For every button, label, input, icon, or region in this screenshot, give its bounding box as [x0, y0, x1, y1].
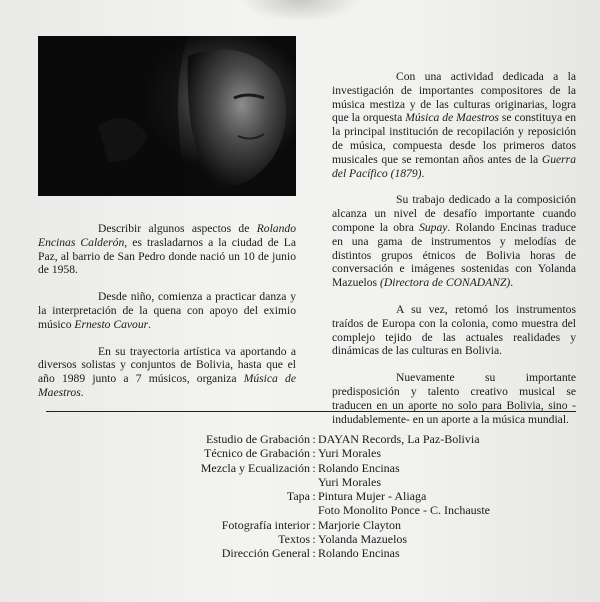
- bio-paragraph-birth: Describir algunos aspectos de Rolando Encinas Calderón, es trasladarnos a la ciudad de La Paz, al barrio de San Pedro donde nació un 10 de junio de 1958.: [38, 222, 296, 277]
- credit-row: [150, 475, 490, 489]
- credit-colon: [310, 503, 318, 517]
- credit-key: [150, 503, 310, 517]
- credit-row: [150, 503, 490, 517]
- credit-value: Yuri Morales: [318, 474, 381, 489]
- credit-value: DAYAN Records, La Paz-Bolivia: [318, 432, 480, 446]
- credit-row: [150, 489, 490, 503]
- credit-value: Marjorie Clayton: [318, 517, 401, 532]
- credit-key: Técnico de Grabación: [204, 446, 310, 461]
- bio-paragraph-contribution: Nuevamente su importante predisposición y talento creativo musical se traducen en un aporte no solo para Bolivia, sino -indudablemente- en un aporte a la música mundial.: [332, 371, 576, 426]
- credit-colon: :: [312, 546, 316, 561]
- credits-list: [150, 432, 490, 561]
- credit-key: Dirección General: [221, 546, 310, 561]
- bio-paragraph-research: Con una actividad dedicada a la investigación de importantes compositores de la música mestiza y de las culturas originarias, logra que la orquesta Música de Maestros se constituya en la principal institución de recopilación y reposición de música, compuesta desde los primeros datos musicales que se remontan años antes de la Guerra del Pacífico (1879).: [332, 70, 576, 180]
- credit-value: Rolando Encinas: [318, 460, 400, 475]
- left-column: [38, 222, 296, 413]
- portrait-face-shape: [38, 36, 296, 196]
- credit-key: Textos: [278, 532, 310, 547]
- credit-row: [150, 461, 490, 475]
- bio-paragraph-instruments: A su vez, retomó los instrumentos traídos de Europa con la colonia, como muestra del complejo tejido de las actuales realidades y dinámicas de las culturas en Bolivia.: [332, 302, 576, 358]
- bio-paragraph-composition: Su trabajo dedicado a la composición alcanza un nivel de desafío importante cuando compone la obra Supay. Rolando Encinas traduce en una gama de instrumentos y melodías de distintos grupos étnicos de Bolivia horas de conversación e imágenes sostenidas con Yolanda Mazuelos (Directora de CONADANZ).: [332, 193, 576, 290]
- credit-colon: :: [312, 489, 316, 504]
- credit-colon: [310, 475, 318, 489]
- bio-paragraph-career: En su trayectoria artística va aportando a diversos solistas y conjuntos de Bolivia, hasta que el año 1989 junto a 7 músicos, organiza Música de Maestros.: [38, 344, 296, 399]
- credit-value: Yuri Morales: [318, 446, 381, 461]
- credit-colon: :: [312, 432, 316, 446]
- credit-row: [150, 518, 490, 532]
- credit-colon: :: [312, 517, 316, 532]
- credit-key: [150, 475, 310, 489]
- credit-value: Yolanda Mazuelos: [318, 532, 408, 547]
- credit-key: Tapa: [286, 489, 310, 504]
- credit-row: [150, 546, 490, 560]
- credit-row: [150, 532, 490, 546]
- bio-paragraph-childhood: Desde niño, comienza a practicar danza y la interpretación de la quena con apoyo del eximio músico Ernesto Cavour.: [38, 290, 296, 331]
- paper-stain: [240, 0, 360, 22]
- credit-value: Pintura Mujer - Aliaga: [318, 489, 427, 504]
- credit-colon: :: [312, 532, 316, 547]
- credit-row: [150, 446, 490, 460]
- credit-colon: :: [312, 460, 316, 475]
- credit-colon: :: [312, 446, 316, 461]
- right-column: [332, 70, 576, 439]
- credit-key: Estudio de Grabación: [206, 432, 310, 446]
- portrait-photo: [38, 36, 296, 196]
- credit-value: Rolando Encinas: [318, 546, 400, 561]
- credit-key: Mezcla y Ecualización: [200, 460, 310, 475]
- credit-key: Fotografía interior: [221, 517, 310, 532]
- credit-row: [150, 432, 490, 446]
- section-divider: [46, 411, 576, 412]
- credit-value: Foto Monolito Ponce - C. Inchauste: [318, 503, 490, 518]
